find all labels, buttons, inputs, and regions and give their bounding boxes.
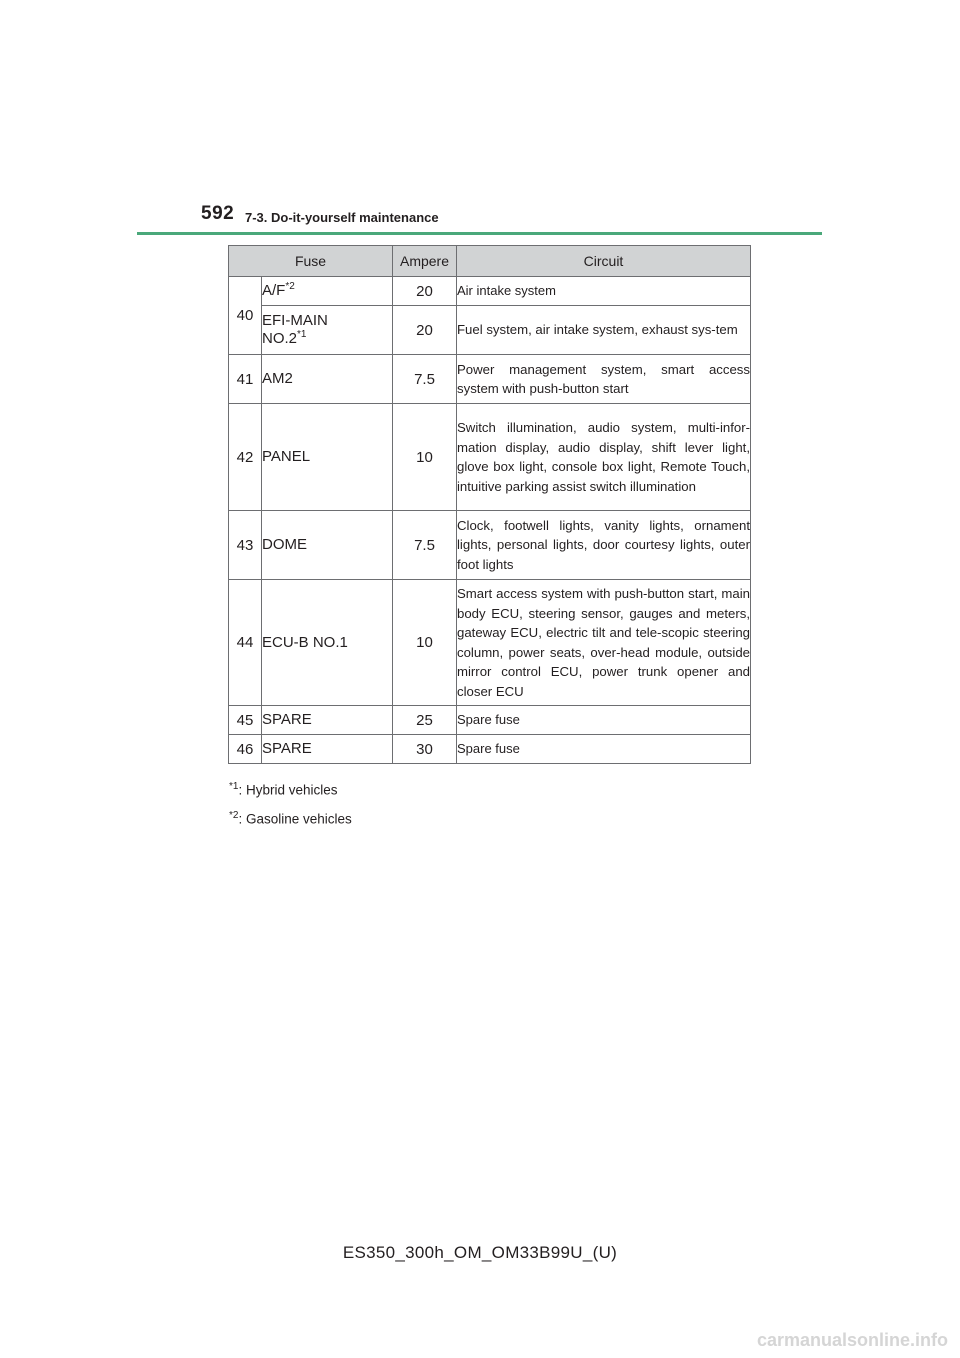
table-row (229, 735, 751, 764)
fuse-ampere: 20 (393, 277, 457, 306)
footnote-gasoline: $^{*2}$: Gasoline vehicles (229, 810, 352, 827)
fuse-number: 46 (229, 735, 262, 764)
fuse-circuit: Smart access system with push-button start, main body ECU, steering sensor, gauges and meters, gateway ECU, electric tilt and tele-scopic steering column, power seats, over-head module, outside mirror control ECU, power trunk opener and closer ECU (457, 580, 751, 706)
table-row (229, 306, 751, 355)
fuse-ampere: 30 (393, 735, 457, 764)
fuse-ampere: 25 (393, 706, 457, 735)
fuse-circuit: Clock, footwell lights, vanity lights, ornament lights, personal lights, door courtesy lights, outer foot lights (457, 511, 751, 580)
column-header-fuse: Fuse (229, 246, 393, 277)
fuse-name: PANEL (262, 404, 393, 511)
fuse-number: 42 (229, 404, 262, 511)
footnote-mark: *2 (229, 810, 239, 821)
fuse-number: 44 (229, 580, 262, 706)
fuse-ampere: 10 (393, 580, 457, 706)
fuse-name: DOME (262, 511, 393, 580)
column-header-ampere: Ampere (393, 246, 457, 277)
footnote-mark: *2 (285, 281, 295, 292)
section-title: 7-3. Do-it-yourself maintenance (245, 210, 439, 225)
watermark: carmanualsonline.info (756, 1330, 948, 1350)
footnote-mark: *1 (229, 781, 239, 792)
fuse-ampere: 7.5 (393, 511, 457, 580)
fuse-circuit: Switch illumination, audio system, multi-infor-mation display, audio display, shift lever light, glove box light, console box light, Remote Touch, intuitive parking assist switch illumination (457, 404, 751, 511)
table-row (229, 511, 751, 580)
footnotes (229, 776, 352, 834)
fuse-number: 41 (229, 355, 262, 404)
fuse-circuit: Power management system, smart access system with push-button start (457, 355, 751, 404)
fuse-circuit: Spare fuse (457, 735, 751, 764)
table-row (229, 277, 751, 306)
footnote-mark: *1 (297, 329, 307, 340)
table-row (229, 580, 751, 706)
fuse-circuit: Fuel system, air intake system, exhaust sys-tem (457, 306, 751, 355)
header-rule (137, 232, 822, 235)
fuse-name: ECU-B NO.1 (262, 580, 393, 706)
table-header-row (229, 246, 751, 277)
table-row (229, 706, 751, 735)
fuse-circuit: Air intake system (457, 277, 751, 306)
fuse-table (228, 245, 751, 764)
fuse-number: 40 (229, 277, 262, 355)
fuse-circuit: Spare fuse (457, 706, 751, 735)
page-number: 592 (201, 203, 235, 224)
document-id: ES350_300h_OM_OM33B99U_(U) (342, 1243, 618, 1262)
fuse-ampere: 7.5 (393, 355, 457, 404)
fuse-name: SPARE (262, 706, 393, 735)
fuse-ampere: 20 (393, 306, 457, 355)
footnote-hybrid: $^{*1}$: Hybrid vehicles (229, 781, 338, 798)
fuse-name: EFI-MAIN NO.2$^{*1}$ (262, 306, 393, 355)
column-header-circuit: Circuit (457, 246, 751, 277)
table-row (229, 404, 751, 511)
fuse-ampere: 10 (393, 404, 457, 511)
fuse-number: 43 (229, 511, 262, 580)
fuse-number: 45 (229, 706, 262, 735)
fuse-name: AM2 (262, 355, 393, 404)
fuse-name: $A/F^{*2}$ (262, 277, 393, 306)
fuse-name: SPARE (262, 735, 393, 764)
table-row (229, 355, 751, 404)
